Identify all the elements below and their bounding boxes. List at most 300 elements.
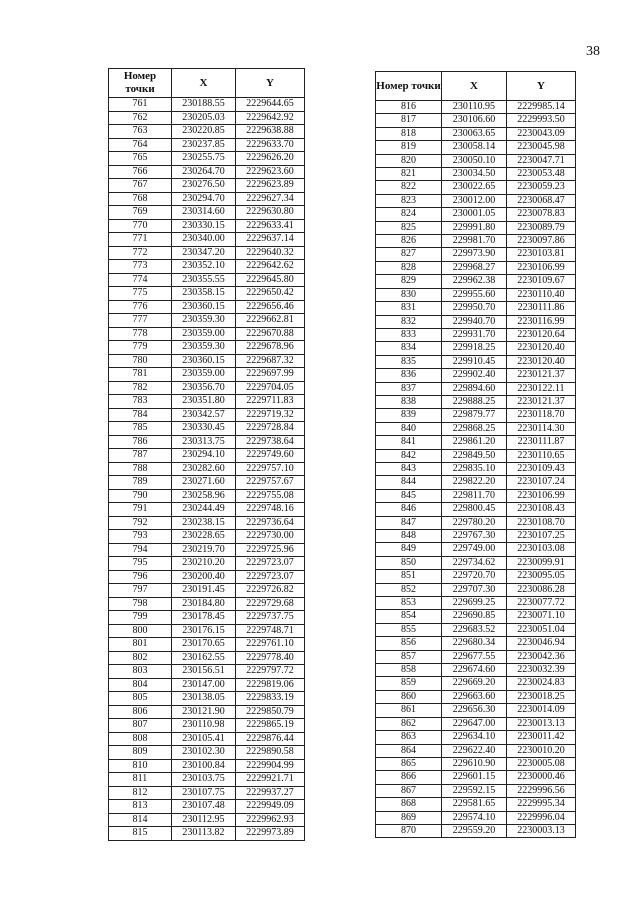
cell-point-number: 867 xyxy=(376,784,442,797)
cell-point-number: 851 xyxy=(376,570,442,583)
table-row xyxy=(109,611,305,625)
cell-point-number: 769 xyxy=(109,206,172,220)
cell-x: 230110.95 xyxy=(442,101,507,114)
cell-y: 2229876.44 xyxy=(236,732,305,746)
cell-point-number: 859 xyxy=(376,677,442,690)
table-row xyxy=(109,746,305,760)
table-row xyxy=(376,570,576,583)
cell-y: 2229650.42 xyxy=(236,287,305,301)
cell-point-number: 774 xyxy=(109,273,172,287)
cell-y: 2229962.93 xyxy=(236,813,305,827)
cell-point-number: 854 xyxy=(376,610,442,623)
cell-point-number: 764 xyxy=(109,138,172,152)
column-header-y: Y xyxy=(236,69,305,98)
table-row xyxy=(376,704,576,717)
cell-y: 2230086.28 xyxy=(507,583,576,596)
cell-x: 230352.10 xyxy=(172,260,236,274)
table-body-left xyxy=(109,98,305,841)
cell-x: 230330.45 xyxy=(172,422,236,436)
table-row xyxy=(109,300,305,314)
cell-point-number: 830 xyxy=(376,288,442,301)
cell-point-number: 847 xyxy=(376,516,442,529)
table-row xyxy=(376,771,576,784)
cell-x: 230113.82 xyxy=(172,827,236,841)
cell-x: 230107.75 xyxy=(172,786,236,800)
cell-x: 230237.85 xyxy=(172,138,236,152)
cell-x: 230358.15 xyxy=(172,287,236,301)
table-row xyxy=(109,381,305,395)
cell-y: 2230003.13 xyxy=(507,824,576,837)
cell-y: 2229757.67 xyxy=(236,476,305,490)
cell-y: 2230095.05 xyxy=(507,570,576,583)
table-row xyxy=(109,800,305,814)
cell-x: 229610.90 xyxy=(442,757,507,770)
cell-point-number: 868 xyxy=(376,798,442,811)
cell-point-number: 779 xyxy=(109,341,172,355)
cell-point-number: 793 xyxy=(109,530,172,544)
table-row xyxy=(109,192,305,206)
table-row xyxy=(376,168,576,181)
cell-y: 2229670.88 xyxy=(236,327,305,341)
page-number: 38 xyxy=(586,44,600,59)
table-row xyxy=(376,409,576,422)
table-row xyxy=(109,354,305,368)
cell-point-number: 771 xyxy=(109,233,172,247)
cell-x: 229559.20 xyxy=(442,824,507,837)
cell-x: 230176.15 xyxy=(172,624,236,638)
cell-x: 229677.55 xyxy=(442,650,507,663)
table-row xyxy=(376,141,576,154)
cell-x: 230102.30 xyxy=(172,746,236,760)
cell-y: 2229678.96 xyxy=(236,341,305,355)
cell-point-number: 787 xyxy=(109,449,172,463)
cell-x: 230342.57 xyxy=(172,408,236,422)
cell-y: 2229644.65 xyxy=(236,98,305,112)
column-header-x: X xyxy=(442,72,507,101)
table-row xyxy=(376,610,576,623)
cell-point-number: 869 xyxy=(376,811,442,824)
table-row xyxy=(376,382,576,395)
table-row xyxy=(109,813,305,827)
column-header-x: X xyxy=(172,69,236,98)
cell-point-number: 816 xyxy=(376,101,442,114)
cell-x: 229811.70 xyxy=(442,489,507,502)
cell-x: 230359.30 xyxy=(172,314,236,328)
cell-y: 2230110.40 xyxy=(507,288,576,301)
cell-point-number: 800 xyxy=(109,624,172,638)
cell-x: 229902.40 xyxy=(442,369,507,382)
cell-y: 2230106.99 xyxy=(507,261,576,274)
table-row xyxy=(109,314,305,328)
cell-x: 230184.80 xyxy=(172,597,236,611)
cell-y: 2229633.70 xyxy=(236,138,305,152)
table-header-row xyxy=(376,72,576,101)
cell-x: 229581.65 xyxy=(442,798,507,811)
cell-y: 2229865.19 xyxy=(236,719,305,733)
cell-y: 2230122.11 xyxy=(507,382,576,395)
cell-x: 229894.60 xyxy=(442,382,507,395)
cell-point-number: 789 xyxy=(109,476,172,490)
cell-point-number: 844 xyxy=(376,476,442,489)
cell-y: 2229627.34 xyxy=(236,192,305,206)
table-row xyxy=(109,287,305,301)
cell-y: 2230089.79 xyxy=(507,221,576,234)
table-row xyxy=(109,179,305,193)
cell-point-number: 821 xyxy=(376,168,442,181)
cell-x: 230058.14 xyxy=(442,141,507,154)
cell-x: 230264.70 xyxy=(172,165,236,179)
cell-y: 2230042.36 xyxy=(507,650,576,663)
table-row xyxy=(376,288,576,301)
table-row xyxy=(109,584,305,598)
table-row xyxy=(109,678,305,692)
cell-y: 2229761.10 xyxy=(236,638,305,652)
cell-point-number: 804 xyxy=(109,678,172,692)
cell-x: 229647.00 xyxy=(442,717,507,730)
table-row xyxy=(109,651,305,665)
cell-y: 2229729.68 xyxy=(236,597,305,611)
cell-y: 2229757.10 xyxy=(236,462,305,476)
table-row xyxy=(109,233,305,247)
cell-x: 230050.10 xyxy=(442,154,507,167)
cell-x: 230105.41 xyxy=(172,732,236,746)
cell-x: 230360.15 xyxy=(172,354,236,368)
cell-y: 2229904.99 xyxy=(236,759,305,773)
table-row xyxy=(376,342,576,355)
cell-point-number: 837 xyxy=(376,382,442,395)
column-header-y: Y xyxy=(507,72,576,101)
cell-point-number: 822 xyxy=(376,181,442,194)
table-row xyxy=(376,369,576,382)
cell-x: 230359.00 xyxy=(172,368,236,382)
cell-x: 229663.60 xyxy=(442,690,507,703)
table-row xyxy=(376,650,576,663)
cell-x: 230178.45 xyxy=(172,611,236,625)
table-row xyxy=(376,248,576,261)
cell-x: 230340.00 xyxy=(172,233,236,247)
table-row xyxy=(109,219,305,233)
table-row xyxy=(109,773,305,787)
table-body-right xyxy=(376,101,576,838)
cell-x: 230170.65 xyxy=(172,638,236,652)
cell-point-number: 785 xyxy=(109,422,172,436)
cell-y: 2229726.82 xyxy=(236,584,305,598)
cell-point-number: 865 xyxy=(376,757,442,770)
cell-point-number: 850 xyxy=(376,556,442,569)
cell-x: 229720.70 xyxy=(442,570,507,583)
cell-y: 2229748.71 xyxy=(236,624,305,638)
table-row xyxy=(109,246,305,260)
cell-y: 2230107.25 xyxy=(507,530,576,543)
cell-x: 229991.80 xyxy=(442,221,507,234)
cell-x: 230110.98 xyxy=(172,719,236,733)
cell-y: 2229645.80 xyxy=(236,273,305,287)
cell-y: 2230010.20 xyxy=(507,744,576,757)
cell-point-number: 812 xyxy=(109,786,172,800)
cell-x: 229690.85 xyxy=(442,610,507,623)
cell-y: 2229996.56 xyxy=(507,784,576,797)
table-row xyxy=(109,138,305,152)
cell-y: 2230099.91 xyxy=(507,556,576,569)
cell-point-number: 780 xyxy=(109,354,172,368)
cell-point-number: 799 xyxy=(109,611,172,625)
cell-y: 2230013.13 xyxy=(507,717,576,730)
cell-point-number: 773 xyxy=(109,260,172,274)
cell-point-number: 776 xyxy=(109,300,172,314)
table-row xyxy=(109,719,305,733)
cell-x: 229749.00 xyxy=(442,543,507,556)
cell-x: 230255.75 xyxy=(172,152,236,166)
cell-point-number: 856 xyxy=(376,637,442,650)
cell-point-number: 808 xyxy=(109,732,172,746)
cell-y: 2229993.50 xyxy=(507,114,576,127)
cell-y: 2229640.32 xyxy=(236,246,305,260)
table-row xyxy=(109,435,305,449)
table-row xyxy=(376,811,576,824)
cell-point-number: 796 xyxy=(109,570,172,584)
table-row xyxy=(109,152,305,166)
cell-point-number: 827 xyxy=(376,248,442,261)
cell-x: 229699.25 xyxy=(442,597,507,610)
cell-x: 229868.25 xyxy=(442,422,507,435)
cell-y: 2229749.60 xyxy=(236,449,305,463)
cell-point-number: 818 xyxy=(376,127,442,140)
cell-x: 230359.30 xyxy=(172,341,236,355)
cell-x: 230200.40 xyxy=(172,570,236,584)
cell-x: 229592.15 xyxy=(442,784,507,797)
cell-y: 2230032.39 xyxy=(507,664,576,677)
cell-y: 2229819.06 xyxy=(236,678,305,692)
cell-y: 2229723.07 xyxy=(236,557,305,571)
table-header-row xyxy=(109,69,305,98)
cell-point-number: 803 xyxy=(109,665,172,679)
cell-point-number: 833 xyxy=(376,328,442,341)
table-row xyxy=(376,315,576,328)
cell-x: 229968.27 xyxy=(442,261,507,274)
table-row xyxy=(376,637,576,650)
cell-y: 2229711.83 xyxy=(236,395,305,409)
table-row xyxy=(109,422,305,436)
table-row xyxy=(109,260,305,274)
table-row xyxy=(376,114,576,127)
table-row xyxy=(376,208,576,221)
cell-x: 230276.50 xyxy=(172,179,236,193)
table-row xyxy=(376,516,576,529)
cell-point-number: 861 xyxy=(376,704,442,717)
table-row xyxy=(376,194,576,207)
cell-point-number: 809 xyxy=(109,746,172,760)
cell-point-number: 784 xyxy=(109,408,172,422)
cell-x: 229574.10 xyxy=(442,811,507,824)
table-row xyxy=(109,165,305,179)
cell-y: 2229996.04 xyxy=(507,811,576,824)
table-row xyxy=(376,221,576,234)
cell-y: 2230045.98 xyxy=(507,141,576,154)
cell-x: 230351.80 xyxy=(172,395,236,409)
cell-y: 2230097.86 xyxy=(507,235,576,248)
cell-y: 2229623.89 xyxy=(236,179,305,193)
cell-y: 2230107.24 xyxy=(507,476,576,489)
cell-x: 230219.70 xyxy=(172,543,236,557)
cell-y: 2229656.46 xyxy=(236,300,305,314)
table-row xyxy=(109,665,305,679)
table-row xyxy=(376,798,576,811)
cell-point-number: 845 xyxy=(376,489,442,502)
cell-x: 230106.60 xyxy=(442,114,507,127)
cell-x: 230156.51 xyxy=(172,665,236,679)
cell-x: 230282.60 xyxy=(172,462,236,476)
cell-y: 2229704.05 xyxy=(236,381,305,395)
cell-x: 229674.60 xyxy=(442,664,507,677)
cell-x: 229656.30 xyxy=(442,704,507,717)
cell-x: 230121.90 xyxy=(172,705,236,719)
cell-x: 229734.62 xyxy=(442,556,507,569)
cell-point-number: 858 xyxy=(376,664,442,677)
table-row xyxy=(109,327,305,341)
table-row xyxy=(109,462,305,476)
cell-point-number: 807 xyxy=(109,719,172,733)
cell-y: 2229687.32 xyxy=(236,354,305,368)
table-row xyxy=(376,462,576,475)
table-row xyxy=(376,824,576,837)
cell-point-number: 792 xyxy=(109,516,172,530)
cell-y: 2229637.14 xyxy=(236,233,305,247)
table-row xyxy=(109,489,305,503)
cell-point-number: 864 xyxy=(376,744,442,757)
cell-x: 229767.30 xyxy=(442,530,507,543)
cell-y: 2229623.60 xyxy=(236,165,305,179)
table-row xyxy=(376,127,576,140)
table-row xyxy=(109,692,305,706)
table-row xyxy=(109,570,305,584)
table-row xyxy=(109,638,305,652)
cell-point-number: 870 xyxy=(376,824,442,837)
cell-point-number: 770 xyxy=(109,219,172,233)
column-header-point-number: Номер точки xyxy=(376,72,442,101)
cell-x: 229950.70 xyxy=(442,302,507,315)
cell-x: 229680.34 xyxy=(442,637,507,650)
cell-point-number: 767 xyxy=(109,179,172,193)
cell-point-number: 762 xyxy=(109,111,172,125)
table-row xyxy=(376,543,576,556)
cell-y: 2230071.10 xyxy=(507,610,576,623)
cell-x: 229955.60 xyxy=(442,288,507,301)
cell-x: 230063.65 xyxy=(442,127,507,140)
cell-point-number: 781 xyxy=(109,368,172,382)
table-row xyxy=(376,556,576,569)
cell-point-number: 860 xyxy=(376,690,442,703)
cell-point-number: 841 xyxy=(376,436,442,449)
cell-y: 2229937.27 xyxy=(236,786,305,800)
cell-point-number: 819 xyxy=(376,141,442,154)
table-row xyxy=(376,489,576,502)
cell-y: 2230046.94 xyxy=(507,637,576,650)
cell-y: 2230110.65 xyxy=(507,449,576,462)
table-row xyxy=(376,355,576,368)
cell-y: 2229890.58 xyxy=(236,746,305,760)
cell-point-number: 765 xyxy=(109,152,172,166)
table-row xyxy=(376,275,576,288)
cell-x: 230001.05 xyxy=(442,208,507,221)
cell-x: 230271.60 xyxy=(172,476,236,490)
cell-x: 230258.96 xyxy=(172,489,236,503)
cell-y: 2230108.43 xyxy=(507,503,576,516)
cell-point-number: 778 xyxy=(109,327,172,341)
cell-point-number: 838 xyxy=(376,395,442,408)
cell-y: 2229728.84 xyxy=(236,422,305,436)
cell-y: 2230120.64 xyxy=(507,328,576,341)
cell-y: 2230118.70 xyxy=(507,409,576,422)
cell-point-number: 798 xyxy=(109,597,172,611)
cell-x: 229931.70 xyxy=(442,328,507,341)
cell-y: 2230024.83 xyxy=(507,677,576,690)
cell-x: 230347.20 xyxy=(172,246,236,260)
cell-x: 229888.25 xyxy=(442,395,507,408)
cell-y: 2229738.64 xyxy=(236,435,305,449)
cell-y: 2230106.99 xyxy=(507,489,576,502)
table-row xyxy=(109,368,305,382)
table-row xyxy=(376,235,576,248)
cell-point-number: 862 xyxy=(376,717,442,730)
table-row xyxy=(376,784,576,797)
cell-point-number: 829 xyxy=(376,275,442,288)
cell-y: 2230077.72 xyxy=(507,597,576,610)
cell-y: 2230114.30 xyxy=(507,422,576,435)
cell-point-number: 866 xyxy=(376,771,442,784)
cell-y: 2229985.14 xyxy=(507,101,576,114)
cell-x: 230330.15 xyxy=(172,219,236,233)
cell-x: 229622.40 xyxy=(442,744,507,757)
cell-point-number: 790 xyxy=(109,489,172,503)
cell-point-number: 802 xyxy=(109,651,172,665)
table-row xyxy=(376,302,576,315)
table-row xyxy=(109,624,305,638)
coordinates-table-right xyxy=(375,71,576,838)
table-row xyxy=(109,476,305,490)
cell-point-number: 805 xyxy=(109,692,172,706)
cell-point-number: 766 xyxy=(109,165,172,179)
table-row xyxy=(376,530,576,543)
cell-x: 230360.15 xyxy=(172,300,236,314)
table-row xyxy=(109,543,305,557)
cell-point-number: 840 xyxy=(376,422,442,435)
cell-point-number: 846 xyxy=(376,503,442,516)
cell-x: 230112.95 xyxy=(172,813,236,827)
cell-y: 2229638.88 xyxy=(236,125,305,139)
table-row xyxy=(109,449,305,463)
cell-point-number: 783 xyxy=(109,395,172,409)
cell-x: 229835.10 xyxy=(442,462,507,475)
cell-x: 230359.00 xyxy=(172,327,236,341)
cell-x: 229861.20 xyxy=(442,436,507,449)
cell-point-number: 824 xyxy=(376,208,442,221)
table-row xyxy=(376,731,576,744)
cell-point-number: 813 xyxy=(109,800,172,814)
cell-x: 230147.00 xyxy=(172,678,236,692)
table-row xyxy=(109,111,305,125)
cell-y: 2229778.40 xyxy=(236,651,305,665)
cell-y: 2229626.20 xyxy=(236,152,305,166)
cell-y: 2230120.40 xyxy=(507,342,576,355)
cell-y: 2230068.47 xyxy=(507,194,576,207)
cell-x: 229879.77 xyxy=(442,409,507,422)
cell-point-number: 794 xyxy=(109,543,172,557)
cell-x: 229669.20 xyxy=(442,677,507,690)
cell-point-number: 810 xyxy=(109,759,172,773)
cell-y: 2230000.46 xyxy=(507,771,576,784)
cell-y: 2230103.81 xyxy=(507,248,576,261)
cell-y: 2230018.25 xyxy=(507,690,576,703)
